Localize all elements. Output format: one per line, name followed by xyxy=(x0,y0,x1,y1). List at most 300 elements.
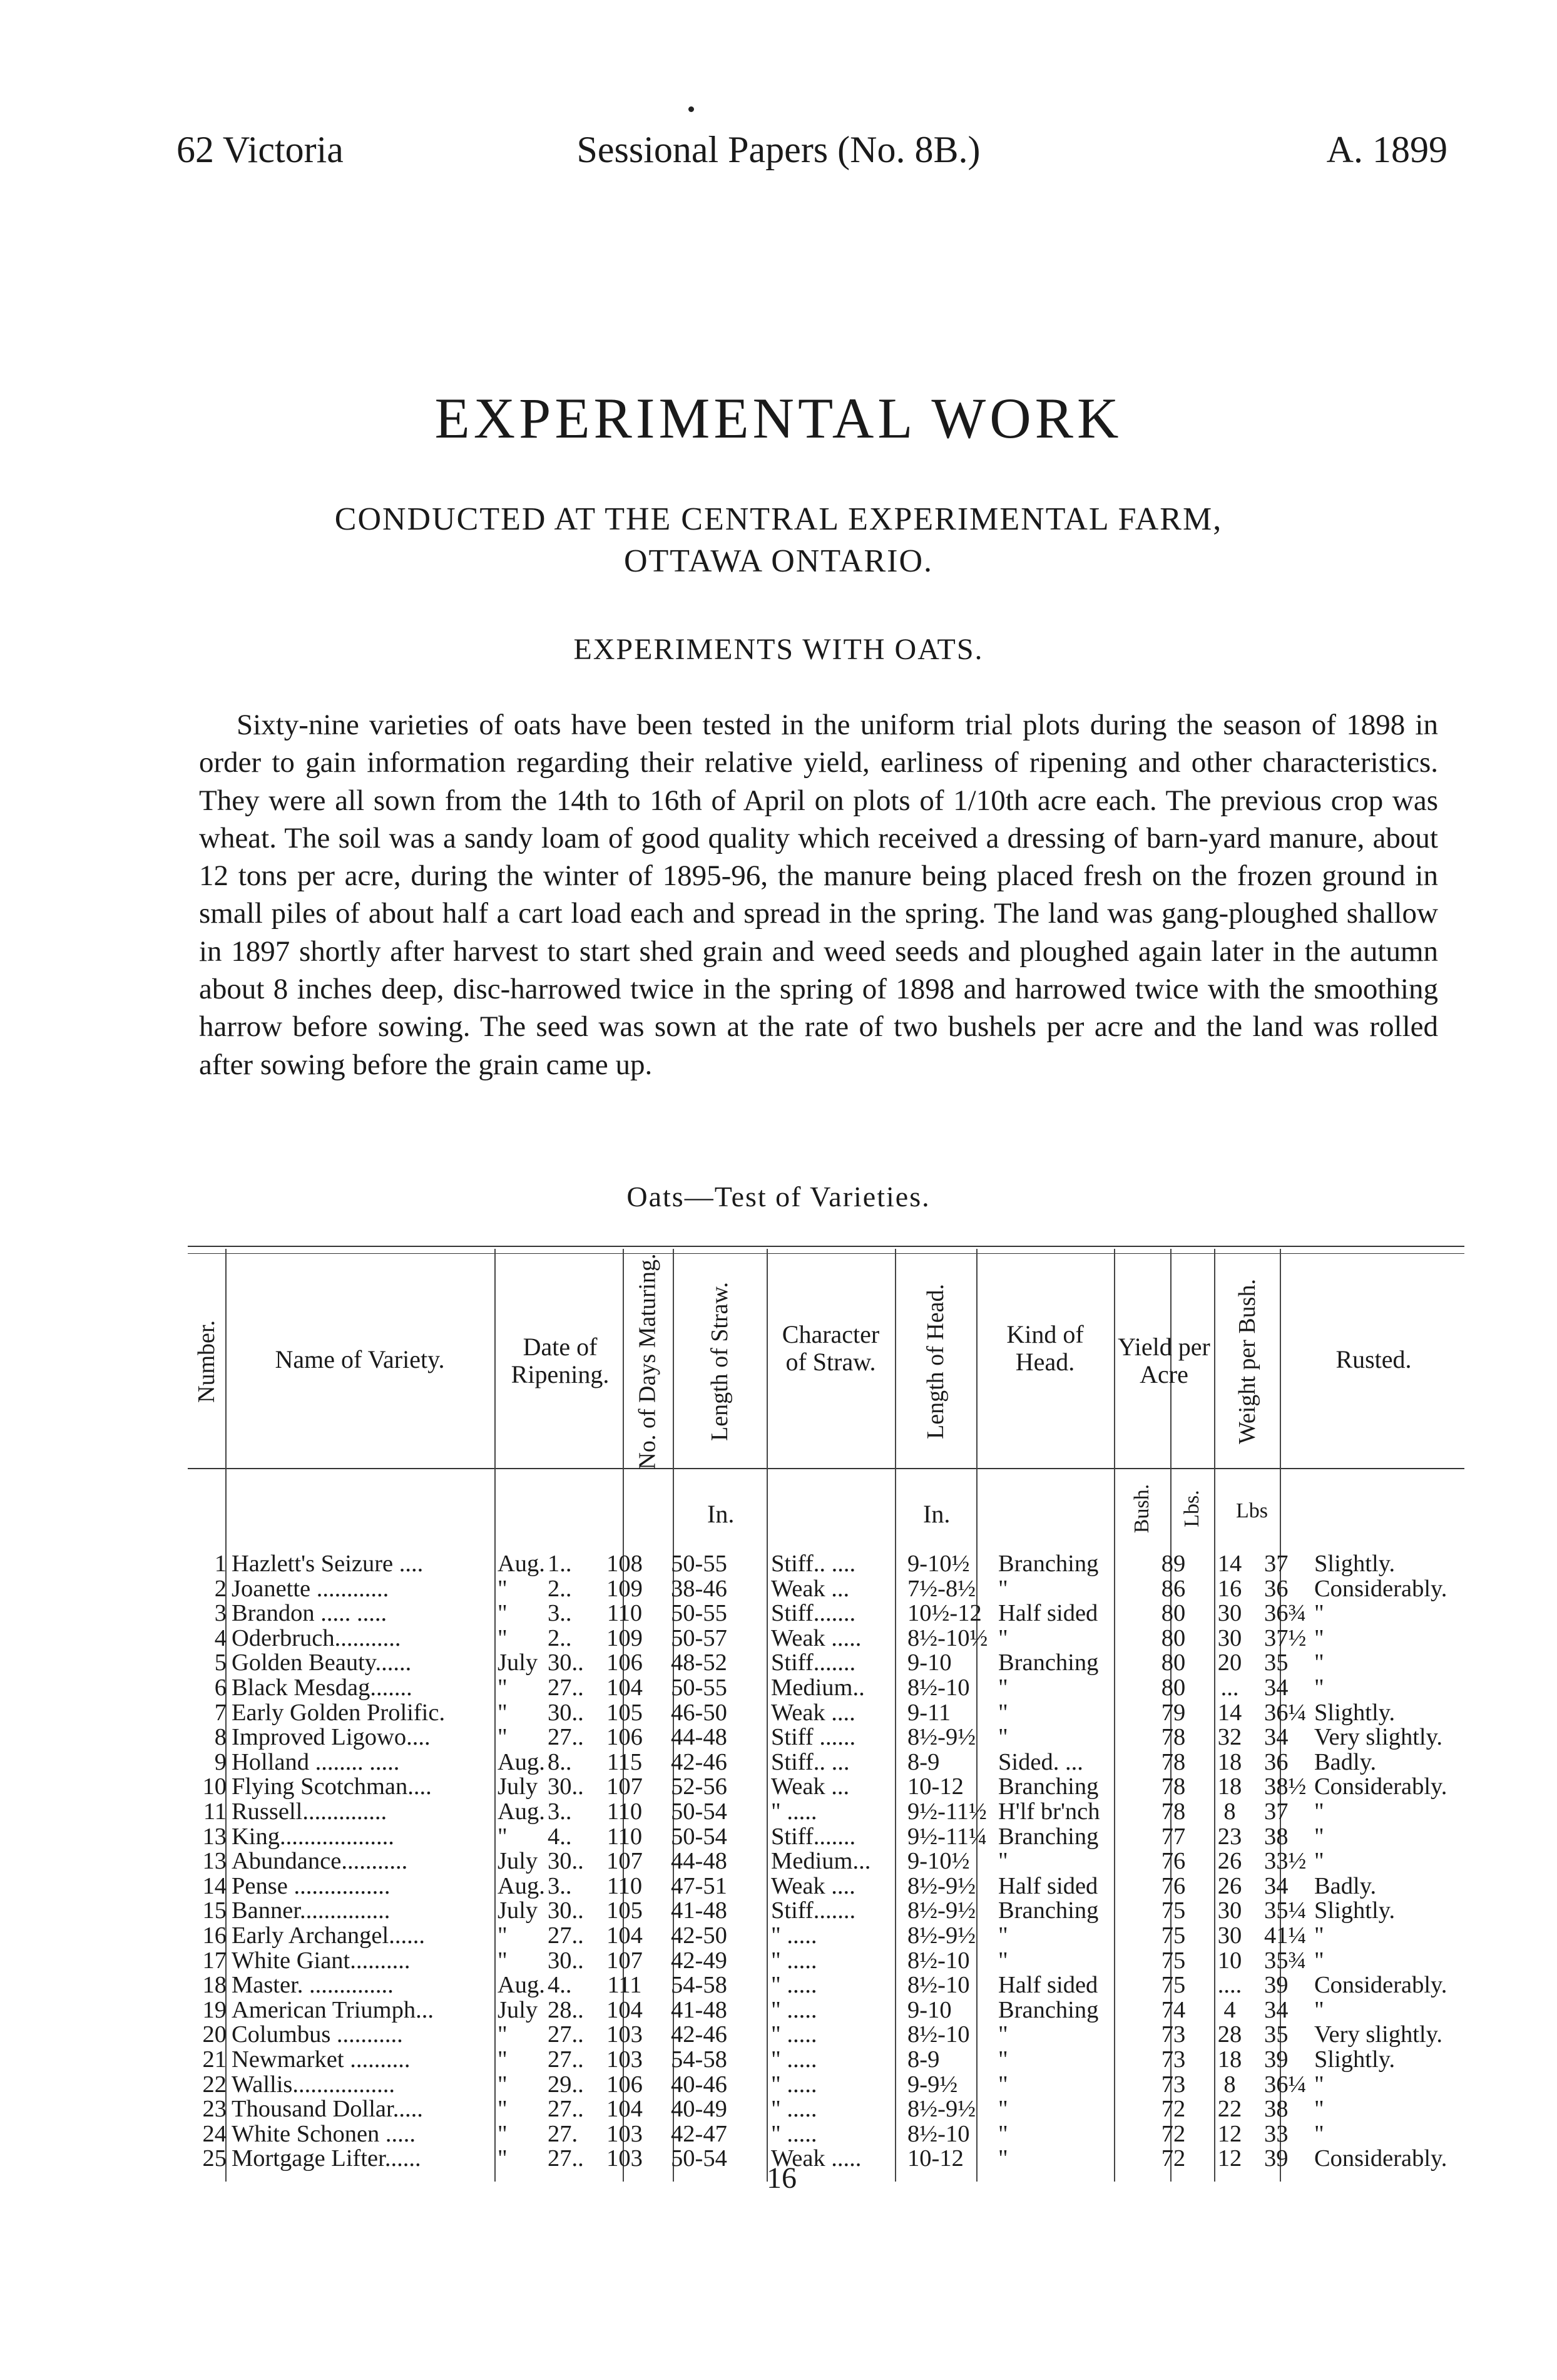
table-row xyxy=(188,1972,1464,1998)
cell-day: 27.. xyxy=(548,1675,584,1701)
cell-rust: " xyxy=(1314,1649,1324,1676)
table-row xyxy=(188,1774,1464,1799)
cell-char: Weak ... xyxy=(771,1774,850,1800)
cell-month: " xyxy=(498,1947,508,1974)
table-row xyxy=(188,1700,1464,1725)
table-row xyxy=(188,1849,1464,1874)
cell-days: 106 xyxy=(606,1649,643,1676)
cell-kind: Branching xyxy=(998,1823,1099,1849)
table-row xyxy=(188,1923,1464,1948)
cell-kind: Branching xyxy=(998,1898,1099,1924)
cell-wt: 36¼ xyxy=(1264,2071,1307,2098)
cell-name: Joanette ............ xyxy=(232,1576,389,1601)
cell-day: 27. xyxy=(548,2120,578,2147)
cell-wt: 36¼ xyxy=(1264,1699,1307,1726)
cell-head: 8½-9½ xyxy=(907,1922,976,1949)
header-rusted: Rusted. xyxy=(1335,1345,1412,1373)
cell-bush: 86 xyxy=(1161,1575,1186,1602)
cell-rust: " xyxy=(1314,1823,1324,1850)
cell-month: Aug. xyxy=(498,1872,545,1899)
cell-rust: Slightly. xyxy=(1314,2046,1396,2073)
cell-straw: 47-51 xyxy=(671,1872,727,1899)
cell-kind: " xyxy=(998,1947,1008,1973)
cell-name: King................... xyxy=(232,1823,394,1849)
cell-straw: 40-46 xyxy=(671,2071,727,2098)
cell-kind: Half sided xyxy=(998,1601,1098,1626)
cell-month: Aug. xyxy=(498,1748,545,1775)
cell-month: " xyxy=(498,1575,508,1602)
cell-month: " xyxy=(498,2071,508,2098)
unit-lbs-cell xyxy=(1170,1471,1214,1546)
cell-lbs: 14 xyxy=(1217,1551,1242,1577)
cell-lbs: 8 xyxy=(1223,1798,1236,1825)
cell-day: 8.. xyxy=(548,1748,572,1775)
cell-name: White Schonen ..... xyxy=(232,2121,416,2147)
cell-wt: 34 xyxy=(1264,1675,1289,1701)
cell-num: 14 xyxy=(202,1872,227,1899)
cell-straw: 50-54 xyxy=(671,1823,727,1850)
cell-straw: 41-48 xyxy=(671,1897,727,1924)
cell-bush: 78 xyxy=(1161,1748,1186,1775)
cell-char: " ..... xyxy=(771,2071,817,2097)
cell-month: " xyxy=(498,1724,508,1751)
cell-kind: " xyxy=(998,2047,1008,2072)
cell-wt: 33½ xyxy=(1264,1848,1307,1875)
table-row xyxy=(188,2096,1464,2121)
cell-rust: " xyxy=(1314,1675,1324,1701)
cell-head: 8½-10 xyxy=(907,1972,970,1999)
cell-lbs: 10 xyxy=(1217,1947,1242,1974)
cell-days: 115 xyxy=(606,1748,643,1775)
cell-lbs: 26 xyxy=(1217,1848,1242,1875)
table-row xyxy=(188,1750,1464,1775)
cell-bush: 75 xyxy=(1161,1922,1186,1949)
cell-char: Medium.. xyxy=(771,1675,865,1700)
cell-day: 27.. xyxy=(548,2145,584,2172)
cell-day: 29.. xyxy=(548,2071,584,2098)
cell-num: 20 xyxy=(202,2021,227,2048)
cell-lbs: 28 xyxy=(1217,2021,1242,2048)
cell-head: 9-9½ xyxy=(907,2071,958,2098)
cell-name: Brandon ..... ..... xyxy=(232,1601,387,1626)
cell-char: Stiff.. .... xyxy=(771,1551,856,1576)
cell-bush: 79 xyxy=(1161,1699,1186,1726)
cell-lbs: 18 xyxy=(1217,1748,1242,1775)
cell-name: Columbus ........... xyxy=(232,2022,403,2048)
cell-kind: Branching xyxy=(998,1997,1099,2023)
cell-day: 30.. xyxy=(548,1649,584,1676)
cell-char: Stiff....... xyxy=(771,1601,856,1626)
cell-lbs: 14 xyxy=(1217,1699,1242,1726)
cell-days: 110 xyxy=(606,1600,643,1627)
cell-bush: 73 xyxy=(1161,2071,1186,2098)
cell-char: " ..... xyxy=(771,2022,817,2048)
cell-straw: 42-46 xyxy=(671,1748,727,1775)
cell-num: 25 xyxy=(202,2145,227,2172)
cell-wt: 39 xyxy=(1264,1972,1289,1999)
cell-month: " xyxy=(498,1600,508,1627)
cell-lbs: 30 xyxy=(1217,1600,1242,1627)
table-row xyxy=(188,1998,1464,2023)
header-weight-cell xyxy=(1214,1258,1280,1465)
cell-days: 104 xyxy=(606,1996,643,2023)
cell-day: 30.. xyxy=(548,1848,584,1875)
table-row xyxy=(188,2047,1464,2072)
cell-wt: 36 xyxy=(1264,1575,1289,1602)
table-row xyxy=(188,1650,1464,1675)
cell-wt: 35¼ xyxy=(1264,1897,1307,1924)
cell-kind: Branching xyxy=(998,1650,1099,1676)
cell-head: 8-9 xyxy=(907,1748,940,1775)
cell-kind: Sided. ... xyxy=(998,1749,1083,1775)
cell-wt: 34 xyxy=(1264,1996,1289,2023)
cell-num: 24 xyxy=(202,2120,227,2147)
cell-straw: 50-55 xyxy=(671,1675,727,1701)
cell-num: 5 xyxy=(214,1649,227,1676)
cell-head: 8½-10 xyxy=(907,1675,970,1701)
cell-name: Abundance........... xyxy=(232,1849,408,1874)
cell-rust: " xyxy=(1314,1996,1324,2023)
table-row xyxy=(188,1601,1464,1626)
cell-bush: 76 xyxy=(1161,1848,1186,1875)
cell-wt: 36 xyxy=(1264,1748,1289,1775)
cell-days: 106 xyxy=(606,1724,643,1751)
cell-kind: Half sided xyxy=(998,1972,1098,1998)
cell-days: 105 xyxy=(606,1699,643,1726)
cell-bush: 73 xyxy=(1161,2046,1186,2073)
cell-name: Oderbruch........... xyxy=(232,1625,401,1651)
cell-rust: Slightly. xyxy=(1314,1897,1396,1924)
cell-name: White Giant.......... xyxy=(232,1947,411,1973)
cell-days: 103 xyxy=(606,2046,643,2073)
cell-days: 104 xyxy=(606,1922,643,1949)
table-row xyxy=(188,1626,1464,1651)
cell-char: Weak .... xyxy=(771,1700,855,1725)
cell-month: July xyxy=(498,1848,538,1875)
table-row xyxy=(188,1874,1464,1899)
cell-bush: 78 xyxy=(1161,1798,1186,1825)
cell-lbs: 22 xyxy=(1217,2096,1242,2123)
cell-char: " ..... xyxy=(771,1947,817,1973)
header-character: Character of Straw. xyxy=(782,1320,880,1376)
unit-straw: In. xyxy=(707,1500,735,1528)
table-row xyxy=(188,1898,1464,1923)
cell-lbs: 18 xyxy=(1217,1773,1242,1800)
cell-rust: " xyxy=(1314,1922,1324,1949)
cell-kind: " xyxy=(998,2071,1008,2097)
table-row xyxy=(188,1675,1464,1700)
cell-day: 27.. xyxy=(548,1724,584,1751)
cell-char: Stiff....... xyxy=(771,1823,856,1849)
cell-straw: 40-49 xyxy=(671,2096,727,2123)
header-kind: Kind of Head. xyxy=(1006,1320,1084,1376)
cell-bush: 80 xyxy=(1161,1675,1186,1701)
cell-month: Aug. xyxy=(498,1798,545,1825)
cell-head: 8½-10 xyxy=(907,2120,970,2147)
cell-days: 108 xyxy=(606,1551,643,1577)
cell-month: " xyxy=(498,1823,508,1850)
cell-num: 18 xyxy=(202,1972,227,1999)
cell-days: 109 xyxy=(606,1624,643,1651)
cell-lbs: 8 xyxy=(1223,2071,1236,2098)
cell-num: 13 xyxy=(202,1848,227,1875)
cell-num: 4 xyxy=(214,1624,227,1651)
cell-month: " xyxy=(498,2046,508,2073)
cell-month: July xyxy=(498,1996,538,2023)
table-row xyxy=(188,1551,1464,1576)
cell-day: 1.. xyxy=(548,1551,572,1577)
table-row xyxy=(188,1576,1464,1601)
cell-kind: Branching xyxy=(998,1551,1099,1576)
table-row xyxy=(188,2022,1464,2047)
cell-name: Hazlett's Seizure .... xyxy=(232,1551,424,1576)
cell-straw: 38-46 xyxy=(671,1575,727,1602)
cell-bush: 72 xyxy=(1161,2145,1186,2172)
intro-paragraph: Sixty-nine varieties of oats have been tested in the uniform trial plots during the season of 1898 in order to gain information regarding their relative yield, earliness of ripening and other characteristics. They were all sown from the 14th to 16th of April on plots of 1/10th acre each. The previous crop was wheat. The soil was a sandy loam of good quality which received a dressing of barn-yard manure, about 12 tons per acre, during the winter of 1895-96, the manure being placed fresh on the frozen ground in small piles of about half a cart load each and spread in the spring. The land was gang-ploughed shallow in 1897 shortly after harvest to start shed grain and weed seeds and ploughed again later in the autumn about 8 inches deep, disc-harrowed twice in the spring of 1898 and harrowed twice with the smoothing harrow before sowing. The seed was sown at the rate of two bushels per acre and the land was rolled after sowing before the grain came up. xyxy=(199,709,1438,1081)
cell-month: " xyxy=(498,2021,508,2048)
cell-kind: " xyxy=(998,1923,1008,1948)
table-row xyxy=(188,1725,1464,1750)
unit-lbs: Lbs. xyxy=(1180,1490,1203,1527)
cell-rust: " xyxy=(1314,2071,1324,2098)
cell-name: Early Archangel...... xyxy=(232,1923,425,1948)
cell-name: Newmarket .......... xyxy=(232,2047,411,2072)
header-head-cell xyxy=(895,1258,976,1465)
cell-day: 30.. xyxy=(548,1897,584,1924)
cell-wt: 34 xyxy=(1264,1872,1289,1899)
cell-name: Black Mesdag....... xyxy=(232,1675,412,1700)
cell-straw: 50-55 xyxy=(671,1551,727,1577)
cell-num: 23 xyxy=(202,2096,227,2123)
cell-name: Mortgage Lifter...... xyxy=(232,2146,421,2172)
table-top-rule-thin xyxy=(188,1253,1464,1254)
cell-lbs: 12 xyxy=(1217,2120,1242,2147)
table-row xyxy=(188,1948,1464,1973)
table-top-rule xyxy=(188,1246,1464,1247)
cell-wt: 37 xyxy=(1264,1798,1289,1825)
cell-rust: Slightly. xyxy=(1314,1699,1396,1726)
unit-bush: Bush. xyxy=(1130,1484,1153,1534)
cell-num: 21 xyxy=(202,2046,227,2073)
cell-bush: 75 xyxy=(1161,1897,1186,1924)
page-number: 16 xyxy=(767,2162,797,2195)
cell-wt: 38½ xyxy=(1264,1773,1307,1800)
cell-bush: 73 xyxy=(1161,2021,1186,2048)
cell-straw: 48-52 xyxy=(671,1649,727,1676)
cell-lbs: 32 xyxy=(1217,1724,1242,1751)
cell-wt: 34 xyxy=(1264,1724,1289,1751)
cell-bush: 72 xyxy=(1161,2096,1186,2123)
cell-num: 6 xyxy=(214,1675,227,1701)
cell-char: Weak .... xyxy=(771,1873,855,1899)
cell-name: Golden Beauty...... xyxy=(232,1650,412,1676)
header-yield: Yield per Acre xyxy=(1118,1333,1210,1388)
cell-days: 103 xyxy=(606,2120,643,2147)
table-row xyxy=(188,1799,1464,1824)
cell-day: 28.. xyxy=(548,1996,584,2023)
cell-rust: " xyxy=(1314,1947,1324,1974)
document-title: EXPERIMENTAL WORK xyxy=(434,386,1123,450)
cell-head: 9-11 xyxy=(907,1699,951,1726)
cell-head: 9-10 xyxy=(907,1649,952,1676)
cell-days: 110 xyxy=(606,1798,643,1825)
cell-month: " xyxy=(498,1624,508,1651)
cell-kind: " xyxy=(998,2022,1008,2048)
cell-kind: H'lf br'nch xyxy=(998,1799,1100,1824)
cell-wt: 38 xyxy=(1264,1823,1289,1850)
cell-straw: 42-46 xyxy=(671,2021,727,2048)
cell-wt: 35¾ xyxy=(1264,1947,1307,1974)
cell-char: " ..... xyxy=(771,2047,817,2072)
cell-straw: 44-48 xyxy=(671,1724,727,1751)
document-subtitle-line2: OTTAWA ONTARIO. xyxy=(623,543,934,579)
cell-straw: 50-54 xyxy=(671,1798,727,1825)
intro-paragraph-block xyxy=(199,706,1438,1084)
cell-num: 13 xyxy=(202,1823,227,1850)
cell-rust: Badly. xyxy=(1314,1748,1377,1775)
cell-month: " xyxy=(498,1699,508,1726)
cell-rust: Considerably. xyxy=(1314,1972,1447,1999)
cell-char: Weak ... xyxy=(771,1576,850,1601)
cell-char: " ..... xyxy=(771,2096,817,2122)
cell-char: " ..... xyxy=(771,2121,817,2147)
cell-head: 8½-10 xyxy=(907,1947,970,1974)
cell-bush: 74 xyxy=(1161,1996,1186,2023)
cell-kind: " xyxy=(998,1700,1008,1725)
cell-name: Flying Scotchman.... xyxy=(232,1774,432,1800)
cell-day: 4.. xyxy=(548,1972,572,1999)
cell-wt: 37½ xyxy=(1264,1624,1307,1651)
cell-days: 111 xyxy=(607,1972,642,1999)
header-days: No. of Days Maturing. xyxy=(635,1253,661,1470)
cell-rust: Considerably. xyxy=(1314,1575,1447,1602)
cell-month: Aug. xyxy=(498,1972,545,1999)
cell-kind: " xyxy=(998,2096,1008,2122)
cell-num: 10 xyxy=(202,1773,227,1800)
header-center-text: Sessional Papers (No. 8B.) xyxy=(576,129,981,170)
cell-num: 1 xyxy=(214,1551,227,1577)
cell-days: 106 xyxy=(606,2071,643,2098)
cell-kind: " xyxy=(998,1576,1008,1601)
cell-lbs: 20 xyxy=(1217,1649,1242,1676)
header-right-text: A. 1899 xyxy=(1326,129,1447,170)
cell-kind: " xyxy=(998,1725,1008,1750)
cell-num: 22 xyxy=(202,2071,227,2098)
header-weight: Weight per Bush. xyxy=(1233,1279,1260,1444)
header-name: Name of Variety. xyxy=(275,1345,445,1373)
cell-bush: 78 xyxy=(1161,1724,1186,1751)
cell-char: " ..... xyxy=(771,1799,817,1824)
cell-lbs: 16 xyxy=(1217,1575,1242,1602)
cell-month: July xyxy=(498,1897,538,1924)
header-straw-length: Length of Straw. xyxy=(707,1282,733,1441)
cell-bush: 75 xyxy=(1161,1972,1186,1999)
cell-head: 10-12 xyxy=(907,1773,964,1800)
cell-bush: 76 xyxy=(1161,1872,1186,1899)
cell-rust: Considerably. xyxy=(1314,1773,1447,1800)
cell-num: 16 xyxy=(202,1922,227,1949)
unit-head: In. xyxy=(923,1500,951,1528)
cell-day: 27.. xyxy=(548,2046,584,2073)
cell-name: Thousand Dollar..... xyxy=(232,2096,423,2122)
cell-straw: 50-55 xyxy=(671,1600,727,1627)
cell-month: July xyxy=(498,1649,538,1676)
cell-head: 9-10½ xyxy=(907,1551,970,1577)
cell-days: 107 xyxy=(606,1947,643,1974)
cell-head: 9-10 xyxy=(907,1996,952,2023)
cell-days: 110 xyxy=(606,1823,643,1850)
cell-straw: 44-48 xyxy=(671,1848,727,1875)
cell-day: 30.. xyxy=(548,1947,584,1974)
cell-kind: " xyxy=(998,1675,1008,1700)
cell-rust: " xyxy=(1314,1624,1324,1651)
cell-num: 15 xyxy=(202,1897,227,1924)
cell-kind: " xyxy=(998,2146,1008,2172)
cell-char: Stiff.. ... xyxy=(771,1749,850,1775)
cell-head: 9½-11¼ xyxy=(907,1823,987,1850)
cell-head: 8½-9½ xyxy=(907,1872,976,1899)
cell-day: 27.. xyxy=(548,2021,584,2048)
document-subtitle-line1: CONDUCTED AT THE CENTRAL EXPERIMENTAL FARM, xyxy=(334,501,1223,537)
cell-lbs: .... xyxy=(1217,1972,1242,1999)
cell-wt: 37 xyxy=(1264,1551,1289,1577)
cell-char: " ..... xyxy=(771,1972,817,1998)
cell-wt: 39 xyxy=(1264,2046,1289,2073)
cell-name: Wallis................. xyxy=(232,2071,396,2097)
header-left-text: 62 Victoria xyxy=(176,129,344,170)
cell-day: 3.. xyxy=(548,1872,572,1899)
cell-rust: Badly. xyxy=(1314,1872,1377,1899)
cell-wt: 39 xyxy=(1264,2145,1289,2172)
cell-wt: 33 xyxy=(1264,2120,1289,2147)
cell-lbs: 30 xyxy=(1217,1897,1242,1924)
cell-name: Holland ........ ..... xyxy=(232,1749,400,1775)
cell-char: " ..... xyxy=(771,1997,817,2023)
cell-num: 7 xyxy=(214,1699,227,1726)
cell-char: Weak ..... xyxy=(771,2146,862,2172)
cell-straw: 52-56 xyxy=(671,1773,727,1800)
cell-straw: 42-47 xyxy=(671,2120,727,2147)
cell-bush: 75 xyxy=(1161,1947,1186,1974)
cell-month: " xyxy=(498,2145,508,2172)
cell-wt: 41¼ xyxy=(1264,1922,1307,1949)
header-dot-mark xyxy=(688,106,694,112)
cell-bush: 80 xyxy=(1161,1649,1186,1676)
cell-month: July xyxy=(498,1773,538,1800)
cell-day: 3.. xyxy=(548,1798,572,1825)
cell-name: Master. .............. xyxy=(232,1972,394,1998)
cell-lbs: 26 xyxy=(1217,1872,1242,1899)
cell-head: 9-10½ xyxy=(907,1848,970,1875)
cell-day: 2.. xyxy=(548,1575,572,1602)
cell-num: 2 xyxy=(214,1575,227,1602)
cell-straw: 54-58 xyxy=(671,1972,727,1999)
cell-month: " xyxy=(498,2096,508,2123)
cell-rust: " xyxy=(1314,1600,1324,1627)
unit-weight: Lbs xyxy=(1236,1499,1268,1522)
cell-days: 107 xyxy=(606,1848,643,1875)
cell-days: 103 xyxy=(606,2145,643,2172)
cell-rust: " xyxy=(1314,2096,1324,2123)
cell-straw: 50-54 xyxy=(671,2145,727,2172)
cell-month: " xyxy=(498,1675,508,1701)
cell-name: Russell.............. xyxy=(232,1799,387,1824)
table-title: Oats—Test of Varieties. xyxy=(626,1181,931,1213)
cell-lbs: 4 xyxy=(1223,1996,1236,2023)
cell-month: " xyxy=(498,2120,508,2147)
cell-name: Improved Ligowo.... xyxy=(232,1725,431,1750)
cell-name: Early Golden Prolific. xyxy=(232,1700,446,1725)
